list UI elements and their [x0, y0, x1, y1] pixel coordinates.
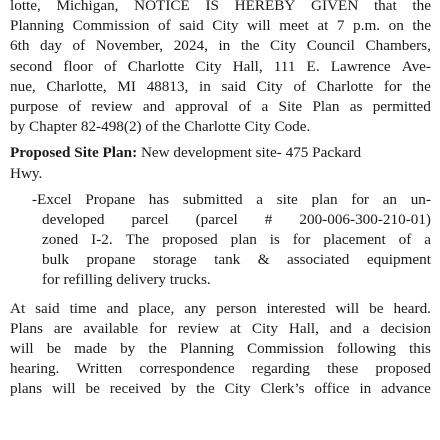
word: (parcel [195, 210, 238, 228]
word: propane [86, 251, 136, 269]
word: a [256, 190, 264, 208]
word: place, [138, 299, 175, 317]
closing-line [0, 339, 440, 359]
word: the [412, 0, 431, 14]
word: person [216, 299, 257, 317]
notice-intro-paragraph [0, 0, 440, 117]
word: regarding [251, 360, 310, 378]
word: Lawrence [330, 57, 391, 75]
intro-line [0, 57, 440, 77]
word: of [238, 97, 252, 115]
word: hearing. [10, 360, 60, 378]
word: Michigan, [56, 0, 119, 14]
word: un- [410, 190, 431, 208]
notice-closing-paragraph [0, 299, 440, 400]
word: Commission [72, 17, 150, 35]
word: submitted [182, 190, 243, 208]
word: received [109, 380, 162, 398]
word: for [383, 77, 402, 95]
word: review [177, 319, 220, 337]
word: Charlotte [127, 57, 185, 75]
word: made [74, 340, 107, 357]
word: for [149, 319, 167, 337]
word: -Excel [32, 190, 72, 208]
word: Hall, [232, 57, 263, 75]
word: site [276, 190, 298, 208]
site-plan-detail-paragraph [0, 190, 440, 271]
word: of [68, 97, 82, 115]
word: in [199, 77, 211, 95]
word: will [335, 299, 360, 317]
word: placement [323, 231, 386, 249]
detail-line [0, 210, 440, 230]
word: zoned [42, 231, 79, 249]
word: Council [306, 37, 355, 55]
word: said [179, 17, 204, 35]
word: Chambers, [365, 37, 431, 55]
word: NOTICE [134, 0, 190, 14]
closing-line [0, 319, 440, 339]
word: advance [381, 380, 431, 398]
word: for [292, 231, 311, 249]
word: floor [63, 57, 93, 75]
word: for [351, 190, 369, 208]
word: said [221, 77, 246, 95]
word: review [91, 97, 133, 115]
word: Plans [10, 319, 43, 337]
word: any [184, 299, 207, 317]
word: developed [42, 210, 105, 228]
word: heard. [393, 299, 431, 317]
word: IS [205, 0, 219, 14]
intro-line [0, 36, 440, 56]
word: as [349, 97, 363, 115]
word: At [10, 299, 26, 317]
intro-line [0, 0, 440, 16]
word: Plan [312, 97, 340, 115]
word: the [412, 17, 431, 35]
word: City [212, 17, 239, 35]
word: Planning [179, 340, 234, 357]
word: will [51, 380, 76, 398]
word: and [329, 319, 352, 337]
word: of [157, 17, 171, 35]
word: at [317, 17, 329, 35]
word: Commission [247, 340, 324, 357]
word: interested [266, 299, 326, 317]
word: will [10, 340, 34, 357]
detail-line [0, 230, 440, 250]
word: the [148, 340, 167, 357]
word: plans [10, 380, 43, 398]
word: City [224, 380, 251, 398]
word: Ave- [401, 57, 431, 75]
word: decision [380, 319, 431, 337]
word: MI [117, 77, 136, 95]
word: the [240, 37, 260, 55]
word: time [69, 299, 97, 317]
word: storage [152, 251, 197, 269]
word: Propane [85, 190, 136, 208]
word: day [40, 37, 62, 55]
word: Charlotte, [46, 77, 107, 95]
detail-line [0, 190, 440, 210]
intro-line [0, 77, 440, 97]
word: nue, [10, 77, 36, 95]
site-plan-detail-last-line: for refilling delivery trucks. [42, 271, 211, 289]
word: the [412, 77, 431, 95]
word: a [261, 97, 269, 115]
notice-intro-last-line: by Chapter 82-498(2) of the Charlotte City Code. [10, 118, 311, 136]
word: parcel [131, 210, 169, 228]
word: of [72, 37, 86, 55]
word: tank [214, 251, 241, 269]
word: p.m. [353, 17, 381, 35]
word: will [247, 17, 271, 35]
word: said [35, 299, 60, 317]
word: Clerk’s [260, 380, 305, 398]
word: 6th [10, 37, 30, 55]
word: associated [286, 251, 350, 269]
word: permitted [372, 97, 431, 115]
word: available [83, 319, 139, 337]
word: correspondence [139, 360, 235, 378]
word: bulk [42, 251, 70, 269]
word: 48813, [146, 77, 189, 95]
word: plan [311, 190, 338, 208]
word: The [125, 231, 150, 249]
word: of [398, 231, 412, 249]
word: City [270, 37, 297, 55]
word: 2024, [173, 37, 208, 55]
word: office [314, 380, 350, 398]
word: a [362, 319, 370, 337]
word: # [264, 210, 273, 228]
site-plan-heading-line [0, 143, 440, 163]
closing-line [0, 299, 440, 319]
intro-line [0, 16, 440, 36]
word: Site [278, 97, 303, 115]
word: in [359, 380, 372, 398]
word: of [103, 57, 117, 75]
word: City [251, 319, 278, 337]
word: in [218, 37, 231, 55]
word: the [196, 380, 215, 398]
site-plan-text: New development site- 475 Packard [137, 144, 362, 162]
word: GIVEN [311, 0, 359, 14]
word: City [256, 77, 283, 95]
word: be [46, 340, 62, 357]
word: be [369, 299, 384, 317]
word: of [293, 77, 307, 95]
word: 200-006-300-210-01) [299, 210, 431, 228]
word: by [120, 340, 136, 357]
word: proposed [375, 360, 431, 378]
word: lotte, [10, 0, 41, 14]
word: are [53, 319, 73, 337]
word: is [269, 231, 280, 249]
site-plan-label: Proposed Site Plan: [10, 144, 138, 162]
word: on [388, 17, 404, 35]
word: plan [230, 231, 257, 249]
word: I-2. [91, 231, 113, 249]
word: by [171, 380, 187, 398]
word: at [229, 319, 241, 337]
word: approval [175, 97, 229, 115]
word: 111 [273, 57, 296, 75]
word: Charlotte [316, 77, 374, 95]
word: 7 [336, 17, 345, 35]
word: equipment [366, 251, 431, 269]
detail-line [0, 250, 440, 270]
word: these [327, 360, 359, 378]
word: Planning [10, 17, 65, 35]
word: a [424, 231, 431, 249]
word: & [257, 251, 270, 269]
intro-line [0, 97, 440, 117]
word: and [142, 97, 165, 115]
word: E. [306, 57, 320, 75]
word: second [10, 57, 53, 75]
word: Hall, [288, 319, 319, 337]
word: HEREBY [234, 0, 296, 14]
word: and [106, 299, 129, 317]
closing-line [0, 379, 440, 399]
word: Written [76, 360, 123, 378]
word: that [373, 0, 397, 14]
word: be [85, 380, 100, 398]
word: meet [279, 17, 309, 35]
word: proposed [162, 231, 218, 249]
word: purpose [10, 97, 59, 115]
closing-line [0, 359, 440, 379]
word: this [409, 340, 431, 357]
site-plan-text-continued: Hwy. [10, 164, 43, 182]
word: City [195, 57, 222, 75]
word: has [148, 190, 170, 208]
word: November, [95, 37, 164, 55]
word: following [336, 340, 396, 357]
word: an [382, 190, 398, 208]
